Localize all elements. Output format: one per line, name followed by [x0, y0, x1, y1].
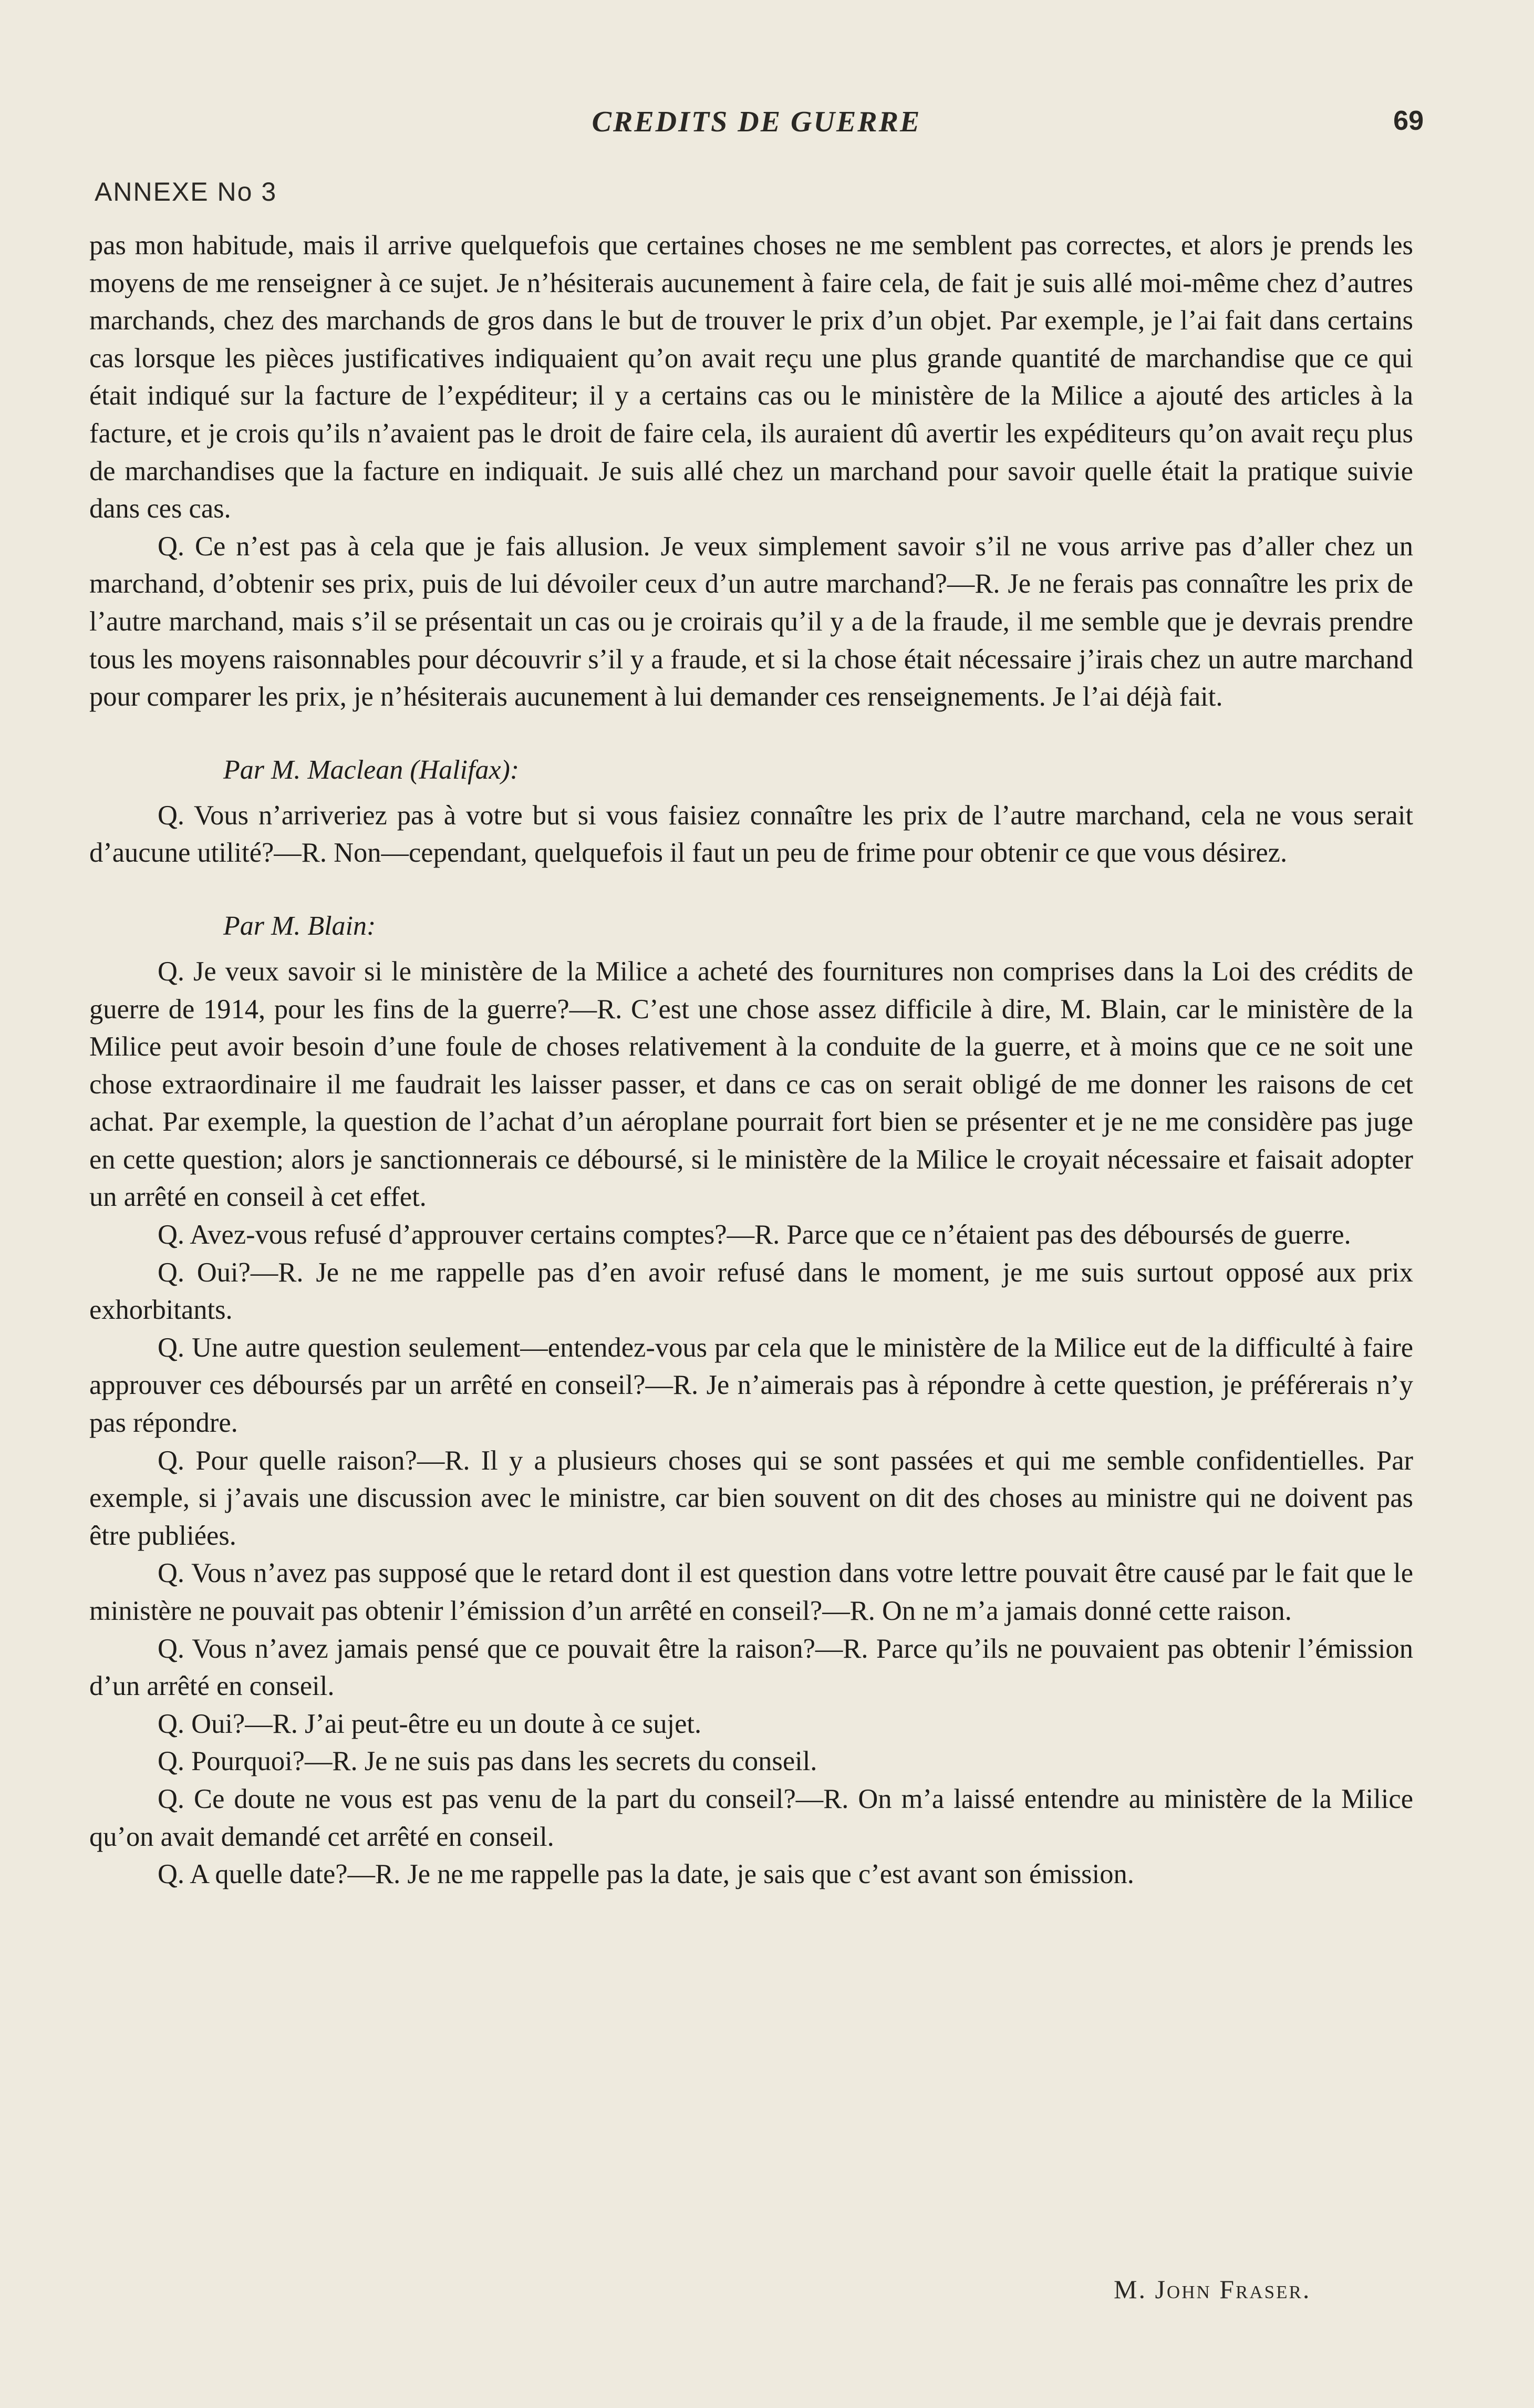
witness-signature [1114, 2274, 1311, 2304]
paragraph-question: Q. Une autre question seulement—entendez-vous par cela que le ministère de la Milice eut de la difficulté à faire approuver ces déboursés par un arrêté en conseil?—R. Je n’aimerais pas à répondre à cette question, je préférerais n’y pas répondre. [89, 1332, 1413, 1439]
paragraph-question: Q. Vous n’avez pas supposé que le retard dont il est question dans votre lettre pouvait être causé par le fait que le ministère ne pouvait pas obtenir l’émission d’un arrêté en conseil?—R. On ne m’a jamais donné cette raison. [89, 1558, 1413, 1626]
paragraph-question: Q. Vous n’arriveriez pas à votre but si vous faisiez connaître les prix de l’autre marchand, cela ne vous serait d’aucune utilité?—R. Non—cependant, quelquefois il faut un peu de frime pour obtenir ce que vous désirez. [89, 800, 1413, 869]
paragraph-continuation: pas mon habitude, mais il arrive quelquefois que certaines choses ne me semblent pas correctes, et alors je prends les moyens de me renseigner à ce sujet. Je n’hésiterais aucunement à faire cela, de fait je suis allé moi-même chez d’autres marchands, chez des marchands de gros dans le but de trouver le prix d’un objet. Par exemple, je l’ai fait dans certains cas lorsque les pièces justificatives indiquaient qu’on avait reçu une plus grande quantité de marchandise que ce qui était indiqué sur la facture de l’expéditeur; il y a certains cas ou le ministère de la Milice a ajouté des articles à la facture, et je crois qu’ils n’avaient pas le droit de faire cela, ils auraient dû avertir les expéditeurs qu’on avait reçu plus de marchandises que la facture en indiquait. Je suis allé chez un marchand pour savoir quelle était la pratique suivie dans ces cas. [89, 230, 1413, 524]
paragraph-question: Q. Vous n’avez jamais pensé que ce pouvait être la raison?—R. Parce qu’ils ne pouvaient pas obtenir l’émission d’un arrêté en conseil. [89, 1633, 1413, 1702]
page-number: 69 [1393, 106, 1424, 136]
speaker-heading-blain: Par M. Blain: [223, 911, 376, 941]
signature-name: John Fraser. [1155, 2275, 1311, 2304]
paragraph-question: Q. Oui?—R. Je ne me rappelle pas d’en avoir refusé dans le moment, je me suis surtout opposé aux prix exhorbitants. [89, 1257, 1413, 1326]
body-text [89, 227, 1413, 1894]
paragraph-question: Q. Pour quelle raison?—R. Il y a plusieurs choses qui se sont passées et qui me semble confidentielles. Par exemple, si j’avais une discussion avec le ministre, car bien souvent on dit des choses au ministre qui ne doivent pas être publiées. [89, 1445, 1413, 1551]
paragraph-question: Q. A quelle date?—R. Je ne me rappelle pas la date, je sais que c’est avant son émission. [158, 1859, 1134, 1890]
annex-label: ANNEXE No 3 [95, 177, 277, 206]
signature-initial: M. [1114, 2275, 1147, 2304]
paragraph-question: Q. Ce n’est pas à cela que je fais allusion. Je veux simplement savoir s’il ne vous arrive pas d’aller chez un marchand, d’obtenir ses prix, puis de lui dévoiler ceux d’un autre marchand?—R. Je ne ferais pas connaître les prix de l’autre marchand, mais s’il se présentait un cas ou je croirais qu’il y a de la fraude, il me semble que je devrais prendre tous les moyens raisonnables pour découvrir s’il y a fraude, et si la chose était nécessaire j’irais chez un autre marchand pour comparer les prix, je n’hésiterais aucunement à lui demander ces renseignements. Je l’ai déjà fait. [89, 531, 1413, 712]
paragraph-question: Q. Oui?—R. J’ai peut-être eu un doute à ce sujet. [158, 1708, 702, 1739]
paragraph-question: Q. Je veux savoir si le ministère de la Milice a acheté des fournitures non comprises dans la Loi des crédits de guerre de 1914, pour les fins de la guerre?—R. C’est une chose assez difficile à dire, M. Blain, car le ministère de la Milice peut avoir besoin d’une foule de choses relativement à la conduite de la guerre, et à moins que ce ne soit une chose extraordinaire il me faudrait les laisser passer, et dans ce cas on serait obligé de me donner les raisons de cet achat. Par exemple, la question de l’achat d’un aéroplane pourrait fort bien se présenter et je ne me considère pas juge en cette question; alors je sanctionnerais ce déboursé, si le ministère de la Milice le croyait nécessaire et faisait adopter un arrêté en conseil à cet effet. [89, 956, 1413, 1213]
speaker-heading-maclean: Par M. Maclean (Halifax): [223, 755, 520, 785]
paragraph-question: Q. Avez-vous refusé d’approuver certains comptes?—R. Parce que ce n’étaient pas des déboursés de guerre. [158, 1219, 1351, 1250]
paragraph-question: Q. Ce doute ne vous est pas venu de la part du conseil?—R. On m’a laissé entendre au ministère de la Milice qu’on avait demandé cet arrêté en conseil. [89, 1783, 1413, 1852]
running-head-title: CREDITS DE GUERRE [592, 106, 921, 138]
paragraph-question: Q. Pourquoi?—R. Je ne suis pas dans les secrets du conseil. [158, 1746, 817, 1777]
